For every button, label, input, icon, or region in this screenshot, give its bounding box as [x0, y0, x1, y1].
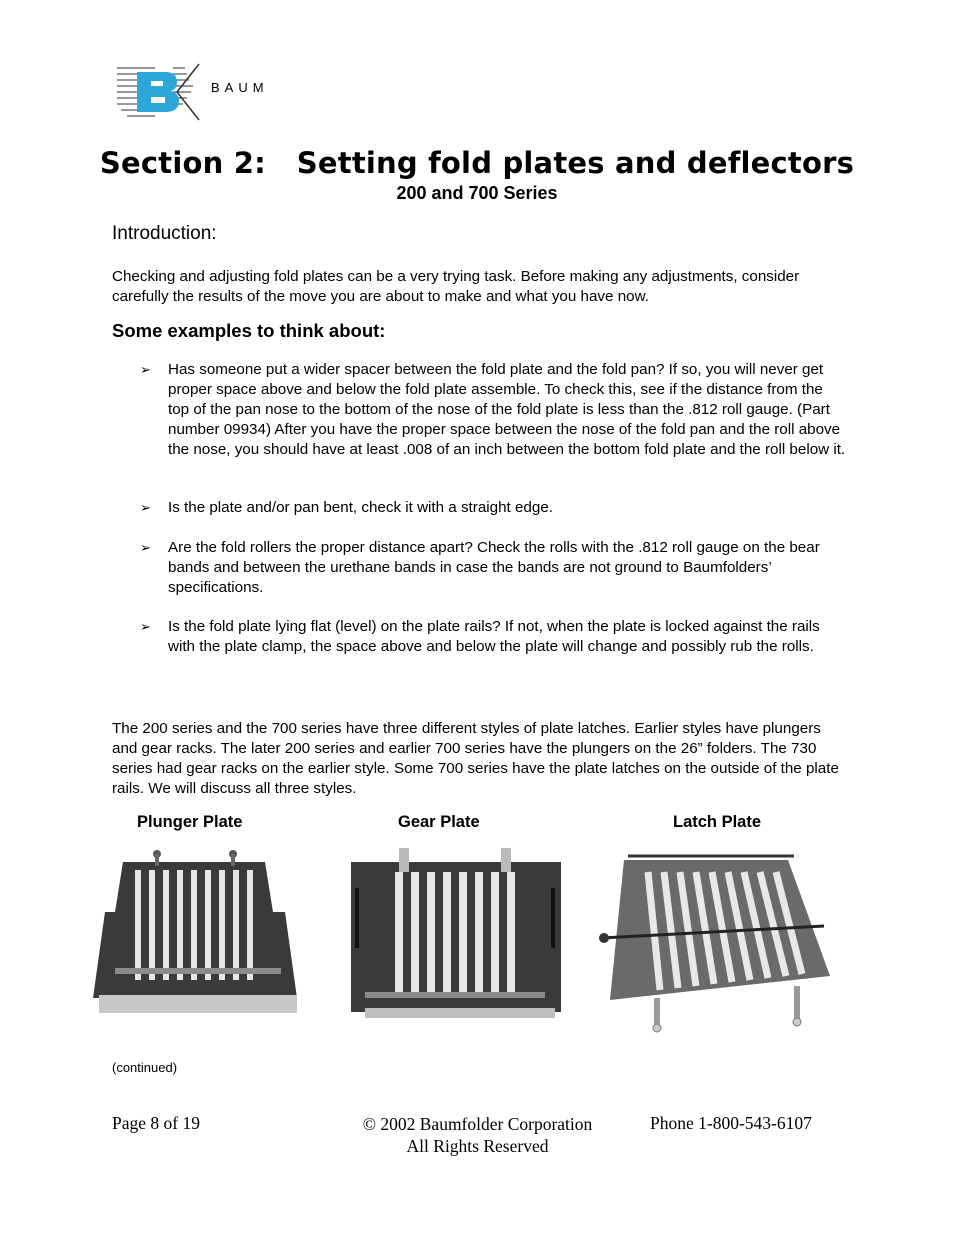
figure-caption-plunger-plate: Plunger Plate [137, 813, 243, 831]
arrow-bullet-icon: ➢ [140, 362, 151, 377]
figure-caption-gear-plate: Gear Plate [398, 813, 480, 831]
footer-rights: All Rights Reserved [406, 1136, 549, 1156]
latch-plate-photo [598, 850, 838, 1040]
introduction-heading: Introduction: [112, 223, 217, 244]
footer-page-number: Page 8 of 19 [112, 1113, 200, 1133]
series-paragraph: The 200 series and the 700 series have three different styles of plate latches. Earlier styles have plungers and gear racks. The later 200 series and earlier 700 series have the plungers on the 26” folders. The 730 series had gear racks on the earlier style. Some 700 series have the plate latches on the outside of the plate rails. We will discuss all three styles. [112, 720, 839, 797]
footer-copyright: © 2002 Baumfolder Corporation [362, 1114, 593, 1134]
footer-copyright-block [340, 1113, 615, 1157]
list-item-text: Are the fold rollers the proper distance apart? Check the rolls with the .812 roll gauge on the bear bands and between the urethane bands in case the bands are not ground to Baumfolders’ specifications. [168, 539, 820, 596]
continued-note: (continued) [112, 1060, 178, 1075]
list-item-text: Is the fold plate lying flat (level) on the plate rails? If not, when the plate is locked against the rails with the plate clamp, the space above and below the plate will change and possibly rub the rolls. [168, 618, 820, 655]
gear-plate-photo [345, 848, 565, 1028]
logo-text: BAUM [211, 80, 269, 95]
arrow-bullet-icon: ➢ [140, 500, 151, 515]
list-item-text: Has someone put a wider spacer between the fold plate and the fold pan? If so, you will never get proper space above and below the fold plate assemble. To check this, see if the distance from the top of the pan nose to the bottom of the nose of the fold plate is less than the .812 roll gauge. (Part number 09934) After you have the proper space between the nose of the fold pan and the roll above the nose, you should have at least .008 of an inch between the bottom fold plate and the roll below it. [168, 361, 846, 458]
page-subtitle: 200 and 700 Series [396, 183, 558, 203]
footer-phone: Phone 1-800-543-6107 [650, 1113, 812, 1133]
arrow-bullet-icon: ➢ [140, 619, 151, 634]
page-title: Section 2: Setting fold plates and deflectors [99, 146, 855, 180]
figure-caption-latch-plate: Latch Plate [673, 813, 762, 831]
examples-heading: Some examples to think about: [112, 320, 386, 341]
list-item-text: Is the plate and/or pan bent, check it with a straight edge. [168, 499, 553, 516]
arrow-bullet-icon: ➢ [140, 540, 151, 555]
introduction-paragraph: Checking and adjusting fold plates can be a very trying task. Before making any adjustments, consider carefully the results of the move you are about to make and what you have now. [112, 268, 800, 305]
plunger-plate-photo [85, 840, 305, 1020]
